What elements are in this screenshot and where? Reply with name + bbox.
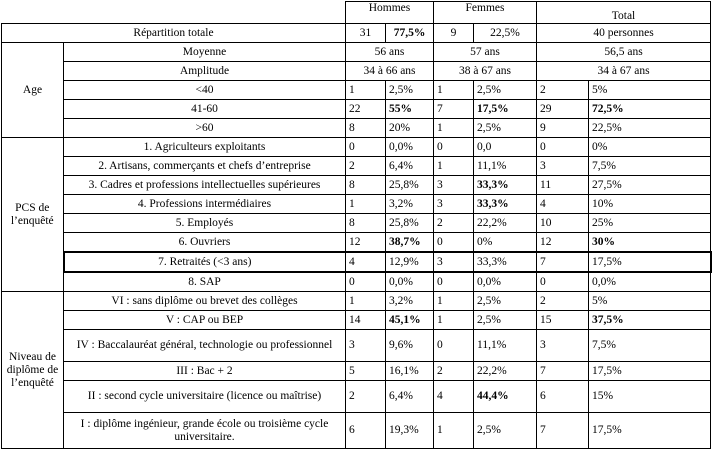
hommes-percent: 6,4% [386,157,434,176]
pcs-group-label: PCS de l’enquêté [2,138,64,292]
total-count: 6 [537,381,589,413]
age-moyenne-total: 56,5 ans [537,43,711,62]
hommes-count: 22 [346,100,386,119]
diplome-row-IV [2,330,711,362]
age-moyenne-label: Moyenne [64,43,346,62]
total-count: 2 [537,292,589,311]
total-percent: 27,5% [589,176,711,195]
row-label: 7. Retraités (<3 ans) [64,252,346,272]
age-amplitude-row [2,62,711,81]
total-percent: 5% [589,81,711,100]
femmes-count: 7 [434,100,474,119]
hommes-count: 3 [346,330,386,362]
row-label: >60 [64,119,346,138]
total-percent: 0,0% [589,272,711,292]
hommes-percent: 0,0% [386,272,434,292]
hommes-percent: 12,9% [386,252,434,272]
femmes-count: 3 [434,252,474,272]
row-label: I : diplôme ingénieur, grande école ou troisième cycle universitaire. [64,413,346,449]
femmes-percent: 2,5% [474,81,537,100]
femmes-percent: 0,0% [474,272,537,292]
row-label: III : Bac + 2 [64,362,346,381]
hommes-count: 5 [346,362,386,381]
femmes-percent: 2,5% [474,119,537,138]
hommes-count: 2 [346,381,386,413]
age-amplitude-femmes: 38 à 67 ans [434,62,537,81]
pcs-row-8 [2,272,711,292]
femmes-count: 0 [434,330,474,362]
repartition-femmes-percent: 22,5% [474,24,537,43]
femmes-count: 1 [434,119,474,138]
femmes-percent: 33,3% [474,195,537,214]
hommes-count: 6 [346,413,386,449]
total-count: 7 [537,362,589,381]
hommes-percent: 9,6% [386,330,434,362]
row-label: 3. Cadres et professions intellectuelles supérieures [64,176,346,195]
diplome-row-III [2,362,711,381]
femmes-count: 4 [434,381,474,413]
age-row-under40 [2,81,711,100]
row-label: V : CAP ou BEP [64,311,346,330]
femmes-count: 0 [434,138,474,157]
total-count: 7 [537,413,589,449]
femmes-count: 1 [434,292,474,311]
header-femmes: Femmes [434,2,537,24]
femmes-count: 2 [434,362,474,381]
hommes-count: 1 [346,81,386,100]
repartition-femmes-count: 9 [434,24,474,43]
header-blank-cell [2,2,346,24]
hommes-percent: 6,4% [386,381,434,413]
age-moyenne-hommes: 56 ans [346,43,434,62]
femmes-percent: 2,5% [474,413,537,449]
hommes-percent: 25,8% [386,214,434,233]
total-percent: 10% [589,195,711,214]
total-percent: 0% [589,138,711,157]
pcs-row-4 [2,195,711,214]
hommes-count: 0 [346,272,386,292]
hommes-count: 4 [346,252,386,272]
total-count: 0 [537,272,589,292]
total-percent: 7,5% [589,330,711,362]
total-percent: 15% [589,381,711,413]
femmes-percent: 22,2% [474,362,537,381]
femmes-percent: 33,3% [474,176,537,195]
statistics-table [1,1,712,449]
total-count: 3 [537,157,589,176]
total-percent: 17,5% [589,413,711,449]
hommes-count: 1 [346,195,386,214]
femmes-count: 2 [434,214,474,233]
total-count: 12 [537,233,589,253]
hommes-percent: 25,8% [386,176,434,195]
age-group-label: Age [2,43,64,138]
femmes-percent: 33,3% [474,252,537,272]
femmes-percent: 11,1% [474,157,537,176]
pcs-row-3 [2,176,711,195]
total-percent: 17,5% [589,362,711,381]
row-label: VI : sans diplôme ou brevet des collèges [64,292,346,311]
total-count: 0 [537,138,589,157]
hommes-percent: 3,2% [386,195,434,214]
hommes-percent: 20% [386,119,434,138]
hommes-percent: 2,5% [386,81,434,100]
femmes-percent: 44,4% [474,381,537,413]
repartition-hommes-count: 31 [346,24,386,43]
repartition-label: Répartition totale [2,24,346,43]
row-label: II : second cycle universitaire (licence ou maîtrise) [64,381,346,413]
total-count: 3 [537,330,589,362]
femmes-percent: 2,5% [474,311,537,330]
age-moyenne-femmes: 57 ans [434,43,537,62]
hommes-count: 14 [346,311,386,330]
repartition-total: 40 personnes [537,24,711,43]
femmes-count: 1 [434,413,474,449]
age-row-over60 [2,119,711,138]
femmes-count: 0 [434,272,474,292]
age-amplitude-hommes: 34 à 66 ans [346,62,434,81]
hommes-count: 12 [346,233,386,253]
row-label: 4. Professions intermédiaires [64,195,346,214]
pcs-row-7 [2,252,711,272]
femmes-count: 1 [434,311,474,330]
hommes-count: 8 [346,119,386,138]
diplome-row-V [2,311,711,330]
total-count: 29 [537,100,589,119]
femmes-count: 1 [434,81,474,100]
femmes-percent: 2,5% [474,292,537,311]
pcs-row-6 [2,233,711,253]
hommes-percent: 38,7% [386,233,434,253]
row-label: 6. Ouvriers [64,233,346,253]
pcs-row-5 [2,214,711,233]
row-label: IV : Baccalauréat général, technologie ou professionnel [64,330,346,362]
total-percent: 17,5% [589,252,711,272]
femmes-count: 3 [434,195,474,214]
row-label: 5. Employés [64,214,346,233]
total-count: 11 [537,176,589,195]
total-count: 7 [537,252,589,272]
hommes-count: 0 [346,138,386,157]
total-count: 10 [537,214,589,233]
repartition-hommes-percent: 77,5% [386,24,434,43]
repartition-row [2,24,711,43]
pcs-row-2 [2,157,711,176]
row-label: 1. Agriculteurs exploitants [64,138,346,157]
hommes-percent: 19,3% [386,413,434,449]
total-percent: 30% [589,233,711,253]
diplome-row-I [2,413,711,449]
total-percent: 72,5% [589,100,711,119]
age-moyenne-row [2,43,711,62]
femmes-percent: 0,0 [474,138,537,157]
femmes-count: 0 [434,233,474,253]
total-percent: 22,5% [589,119,711,138]
femmes-percent: 0% [474,233,537,253]
total-count: 9 [537,119,589,138]
femmes-count: 1 [434,157,474,176]
row-label: 41-60 [64,100,346,119]
hommes-percent: 0,0% [386,138,434,157]
hommes-percent: 3,2% [386,292,434,311]
row-label: 2. Artisans, commerçants et chefs d’entreprise [64,157,346,176]
pcs-row-1 [2,138,711,157]
total-count: 4 [537,195,589,214]
femmes-percent: 22,2% [474,214,537,233]
header-row [2,2,711,24]
age-row-41-60 [2,100,711,119]
header-total: Total [537,2,711,24]
total-percent: 37,5% [589,311,711,330]
hommes-count: 8 [346,214,386,233]
total-percent: 7,5% [589,157,711,176]
total-count: 15 [537,311,589,330]
age-amplitude-total: 34 à 67 ans [537,62,711,81]
header-hommes: Hommes [346,2,434,24]
diplome-row-VI [2,292,711,311]
femmes-count: 3 [434,176,474,195]
diplome-row-II [2,381,711,413]
hommes-count: 2 [346,157,386,176]
hommes-percent: 55% [386,100,434,119]
total-percent: 25% [589,214,711,233]
row-label: <40 [64,81,346,100]
row-label: 8. SAP [64,272,346,292]
femmes-percent: 11,1% [474,330,537,362]
age-amplitude-label: Amplitude [64,62,346,81]
total-percent: 5% [589,292,711,311]
hommes-count: 8 [346,176,386,195]
diplome-group-label: Niveau de diplôme de l’enquêté [2,292,64,449]
hommes-percent: 16,1% [386,362,434,381]
total-count: 2 [537,81,589,100]
hommes-count: 1 [346,292,386,311]
hommes-percent: 45,1% [386,311,434,330]
femmes-percent: 17,5% [474,100,537,119]
